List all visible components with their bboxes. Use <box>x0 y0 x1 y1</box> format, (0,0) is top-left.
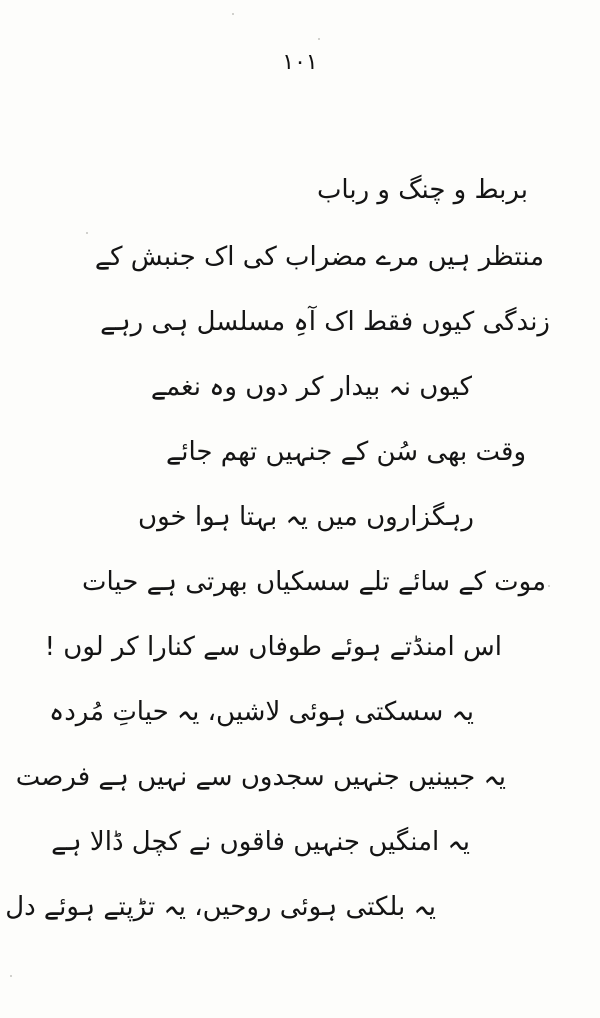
poem-line: یہ بلکتی ہوئی روحیں، یہ تڑپتے ہوئے دل <box>5 892 436 922</box>
scan-speck <box>548 585 550 587</box>
poem-title: بربط و چنگ و رباب <box>316 175 528 205</box>
poem-line: رہگزاروں میں یہ بہتا ہوا خوں <box>137 502 474 532</box>
scan-speck <box>86 232 88 234</box>
poem-body <box>0 161 600 943</box>
scan-speck <box>318 38 320 40</box>
scan-speck <box>10 975 12 977</box>
poem-line: یہ امنگیں جنہیں فاقوں نے کچل ڈالا ہے <box>51 827 470 857</box>
poem-line: وقت بھی سُن کے جنہیں تھم جائے <box>166 437 526 467</box>
poem-line: یہ سسکتی ہوئی لاشیں، یہ حیاتِ مُردہ <box>48 697 474 727</box>
poem-line: زندگی کیوں فقط اک آہِ مسلسل ہی رہے <box>100 307 550 337</box>
scan-speck <box>232 13 234 15</box>
page-number: ۱۰۱ <box>282 50 318 75</box>
poem-line: منتظر ہیں مرے مضراب کی اک جنبش کے <box>94 242 544 272</box>
poem-line: اس امنڈتے ہوئے طوفاں سے کنارا کر لوں ! <box>44 632 502 662</box>
poem-line: یہ جبینیں جنہیں سجدوں سے نہیں ہے فرصت <box>15 762 506 792</box>
poem-line: کیوں نہ بیدار کر دوں وہ نغمے <box>150 372 472 402</box>
poem-line: موت کے سائے تلے سسکیاں بھرتی ہے حیات <box>81 567 546 597</box>
